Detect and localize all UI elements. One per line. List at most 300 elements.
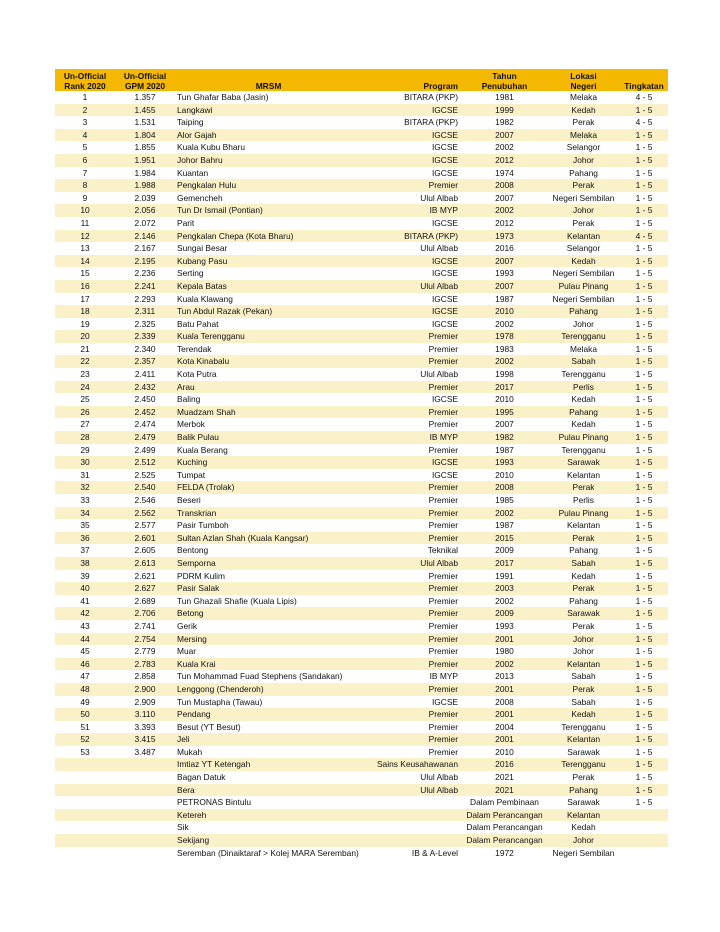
- table-row: [55, 645, 668, 658]
- header-lokasi-line2: Negeri: [570, 80, 597, 91]
- tingkatan-cell: 1 - 5: [620, 469, 668, 482]
- rank-cell: [55, 821, 115, 834]
- rank-cell: 8: [55, 179, 115, 192]
- tingkatan-cell: 1 - 5: [620, 192, 668, 205]
- tingkatan-cell: 1 - 5: [620, 532, 668, 545]
- negeri-cell: Sabah: [547, 355, 620, 368]
- program-cell: Ulul Albab: [362, 280, 462, 293]
- gpm-cell: 2.689: [115, 595, 175, 608]
- tingkatan-cell: [620, 809, 668, 822]
- tahun-cell: 1991: [462, 570, 547, 583]
- rank-cell: 12: [55, 230, 115, 243]
- rank-cell: 21: [55, 343, 115, 356]
- mrsm-cell: Pasir Salak: [175, 582, 362, 595]
- tahun-cell: 2016: [462, 242, 547, 255]
- gpm-cell: 2.056: [115, 204, 175, 217]
- gpm-cell: 1.357: [115, 91, 175, 104]
- rank-cell: 41: [55, 595, 115, 608]
- rank-cell: 2: [55, 104, 115, 117]
- negeri-cell: Perlis: [547, 494, 620, 507]
- mrsm-cell: Beseri: [175, 494, 362, 507]
- table-row: [55, 141, 668, 154]
- header-gpm-line2: GPM 2020: [124, 80, 166, 91]
- negeri-cell: Selangor: [547, 242, 620, 255]
- mrsm-cell: Batu Pahat: [175, 318, 362, 331]
- mrsm-cell: Pengkalan Hulu: [175, 179, 362, 192]
- tahun-cell: 1995: [462, 406, 547, 419]
- gpm-cell: 2.039: [115, 192, 175, 205]
- table-row: [55, 456, 668, 469]
- mrsm-cell: PETRONAS Bintulu: [175, 796, 362, 809]
- header-tahun: [462, 69, 547, 91]
- tahun-cell: 2012: [462, 217, 547, 230]
- tahun-cell: 2017: [462, 381, 547, 394]
- table-row: [55, 809, 668, 822]
- table-row: [55, 293, 668, 306]
- program-cell: Sains Keusahawanan: [362, 758, 462, 771]
- tahun-cell: 2002: [462, 141, 547, 154]
- tingkatan-cell: 1 - 5: [620, 242, 668, 255]
- table-row: [55, 91, 668, 104]
- tahun-cell: 2002: [462, 507, 547, 520]
- header-rank: [55, 69, 115, 91]
- mrsm-cell: Muadzam Shah: [175, 406, 362, 419]
- rank-cell: [55, 784, 115, 797]
- table-row: [55, 393, 668, 406]
- tahun-cell: 1982: [462, 116, 547, 129]
- mrsm-cell: Terendak: [175, 343, 362, 356]
- gpm-cell: 2.146: [115, 230, 175, 243]
- negeri-cell: Johor: [547, 204, 620, 217]
- rank-cell: 3: [55, 116, 115, 129]
- program-cell: Premier: [362, 733, 462, 746]
- negeri-cell: Perak: [547, 683, 620, 696]
- table-row: [55, 406, 668, 419]
- mrsm-cell: Bagan Datuk: [175, 771, 362, 784]
- table-row: [55, 330, 668, 343]
- negeri-cell: Sarawak: [547, 456, 620, 469]
- negeri-cell: Perak: [547, 582, 620, 595]
- rank-cell: 36: [55, 532, 115, 545]
- table-row: [55, 821, 668, 834]
- gpm-cell: 2.858: [115, 670, 175, 683]
- table-row: [55, 633, 668, 646]
- tingkatan-cell: 1 - 5: [620, 481, 668, 494]
- rank-cell: 40: [55, 582, 115, 595]
- tahun-cell: 2021: [462, 771, 547, 784]
- tahun-cell: 2001: [462, 708, 547, 721]
- mrsm-cell: Kuala Berang: [175, 444, 362, 457]
- tingkatan-cell: 1 - 5: [620, 406, 668, 419]
- mrsm-cell: Besut (YT Besut): [175, 721, 362, 734]
- program-cell: Premier: [362, 418, 462, 431]
- mrsm-cell: Gerik: [175, 620, 362, 633]
- table-row: [55, 620, 668, 633]
- tingkatan-cell: 1 - 5: [620, 557, 668, 570]
- negeri-cell: Johor: [547, 645, 620, 658]
- gpm-cell: 2.411: [115, 368, 175, 381]
- program-cell: IGCSE: [362, 293, 462, 306]
- gpm-cell: 2.432: [115, 381, 175, 394]
- mrsm-cell: Kuching: [175, 456, 362, 469]
- table-row: [55, 242, 668, 255]
- program-cell: Premier: [362, 507, 462, 520]
- tingkatan-cell: 1 - 5: [620, 746, 668, 759]
- mrsm-cell: PDRM Kulim: [175, 570, 362, 583]
- negeri-cell: Selangor: [547, 141, 620, 154]
- header-program: [362, 69, 462, 91]
- tahun-cell: 2009: [462, 544, 547, 557]
- gpm-cell: 2.605: [115, 544, 175, 557]
- gpm-cell: 2.525: [115, 469, 175, 482]
- mrsm-cell: Merbok: [175, 418, 362, 431]
- negeri-cell: Kedah: [547, 255, 620, 268]
- gpm-cell: 2.546: [115, 494, 175, 507]
- table-row: [55, 494, 668, 507]
- tingkatan-cell: 1 - 5: [620, 721, 668, 734]
- program-cell: BITARA (PKP): [362, 91, 462, 104]
- table-row: [55, 154, 668, 167]
- table-row: [55, 318, 668, 331]
- gpm-cell: 1.988: [115, 179, 175, 192]
- gpm-cell: 2.540: [115, 481, 175, 494]
- rank-cell: 16: [55, 280, 115, 293]
- rank-cell: 7: [55, 167, 115, 180]
- table-row: [55, 230, 668, 243]
- mrsm-cell: Lenggong (Chenderoh): [175, 683, 362, 696]
- table-row: [55, 305, 668, 318]
- rank-cell: 25: [55, 393, 115, 406]
- tingkatan-cell: 1 - 5: [620, 607, 668, 620]
- negeri-cell: Perlis: [547, 381, 620, 394]
- header-row: [55, 69, 668, 91]
- mrsm-ranking-table: [55, 69, 668, 859]
- tahun-cell: 2002: [462, 595, 547, 608]
- gpm-cell: 2.479: [115, 431, 175, 444]
- mrsm-cell: Kubang Pasu: [175, 255, 362, 268]
- tingkatan-cell: 1 - 5: [620, 582, 668, 595]
- negeri-cell: Kelantan: [547, 658, 620, 671]
- rank-cell: 28: [55, 431, 115, 444]
- tingkatan-cell: 1 - 5: [620, 620, 668, 633]
- tahun-cell: 2013: [462, 670, 547, 683]
- gpm-cell: [115, 796, 175, 809]
- rank-cell: 18: [55, 305, 115, 318]
- tingkatan-cell: 1 - 5: [620, 293, 668, 306]
- mrsm-cell: Sultan Azlan Shah (Kuala Kangsar): [175, 532, 362, 545]
- tingkatan-cell: 1 - 5: [620, 696, 668, 709]
- header-lokasi: [547, 69, 620, 91]
- rank-cell: 20: [55, 330, 115, 343]
- table-row: [55, 532, 668, 545]
- mrsm-cell: Balik Pulau: [175, 431, 362, 444]
- table-row: [55, 784, 668, 797]
- mrsm-cell: Betong: [175, 607, 362, 620]
- program-cell: Ulul Albab: [362, 557, 462, 570]
- tingkatan-cell: 1 - 5: [620, 368, 668, 381]
- table-row: [55, 469, 668, 482]
- gpm-cell: 3.110: [115, 708, 175, 721]
- mrsm-cell: Jeli: [175, 733, 362, 746]
- gpm-cell: 2.601: [115, 532, 175, 545]
- gpm-cell: [115, 771, 175, 784]
- gpm-cell: 2.621: [115, 570, 175, 583]
- rank-cell: 51: [55, 721, 115, 734]
- mrsm-cell: Kuala Klawang: [175, 293, 362, 306]
- rank-cell: 5: [55, 141, 115, 154]
- rank-cell: 50: [55, 708, 115, 721]
- gpm-cell: 2.340: [115, 343, 175, 356]
- mrsm-cell: Langkawi: [175, 104, 362, 117]
- program-cell: Premier: [362, 595, 462, 608]
- program-cell: Premier: [362, 607, 462, 620]
- program-cell: BITARA (PKP): [362, 116, 462, 129]
- tahun-cell: 2007: [462, 280, 547, 293]
- mrsm-cell: Pendang: [175, 708, 362, 721]
- rank-cell: 22: [55, 355, 115, 368]
- table-row: [55, 696, 668, 709]
- negeri-cell: Sarawak: [547, 746, 620, 759]
- tingkatan-cell: 1 - 5: [620, 683, 668, 696]
- mrsm-cell: Imtiaz YT Ketengah: [175, 758, 362, 771]
- tahun-cell: 2010: [462, 305, 547, 318]
- table-row: [55, 708, 668, 721]
- negeri-cell: Johor: [547, 633, 620, 646]
- program-cell: [362, 834, 462, 847]
- header-rank-line2: Rank 2020: [64, 80, 106, 91]
- tahun-cell: 2008: [462, 481, 547, 494]
- negeri-cell: Kedah: [547, 821, 620, 834]
- tahun-cell: Dalam Perancangan: [462, 834, 547, 847]
- mrsm-cell: Kuantan: [175, 167, 362, 180]
- gpm-cell: [115, 821, 175, 834]
- gpm-cell: 2.293: [115, 293, 175, 306]
- tingkatan-cell: 1 - 5: [620, 141, 668, 154]
- program-cell: IGCSE: [362, 104, 462, 117]
- negeri-cell: Pulau Pinang: [547, 280, 620, 293]
- rank-cell: 48: [55, 683, 115, 696]
- table-row: [55, 204, 668, 217]
- program-cell: Ulul Albab: [362, 242, 462, 255]
- program-cell: IGCSE: [362, 154, 462, 167]
- rank-cell: 31: [55, 469, 115, 482]
- tahun-cell: Dalam Perancangan: [462, 821, 547, 834]
- tingkatan-cell: 1 - 5: [620, 733, 668, 746]
- gpm-cell: 1.804: [115, 129, 175, 142]
- gpm-cell: 2.783: [115, 658, 175, 671]
- negeri-cell: Kedah: [547, 393, 620, 406]
- program-cell: [362, 796, 462, 809]
- tahun-cell: 1985: [462, 494, 547, 507]
- tahun-cell: 2007: [462, 192, 547, 205]
- negeri-cell: Pahang: [547, 406, 620, 419]
- rank-cell: [55, 796, 115, 809]
- rank-cell: 38: [55, 557, 115, 570]
- mrsm-cell: Tun Dr Ismail (Pontian): [175, 204, 362, 217]
- table-row: [55, 431, 668, 444]
- tahun-cell: 2001: [462, 683, 547, 696]
- table-row: [55, 381, 668, 394]
- gpm-cell: 2.900: [115, 683, 175, 696]
- rank-cell: 23: [55, 368, 115, 381]
- negeri-cell: Johor: [547, 154, 620, 167]
- negeri-cell: Perak: [547, 771, 620, 784]
- tahun-cell: Dalam Perancangan: [462, 809, 547, 822]
- negeri-cell: Perak: [547, 217, 620, 230]
- negeri-cell: Negeri Sembilan: [547, 293, 620, 306]
- mrsm-cell: Kuala Kubu Bharu: [175, 141, 362, 154]
- program-cell: IB MYP: [362, 670, 462, 683]
- tahun-cell: 1993: [462, 456, 547, 469]
- program-cell: Premier: [362, 532, 462, 545]
- negeri-cell: Kedah: [547, 570, 620, 583]
- gpm-cell: 2.311: [115, 305, 175, 318]
- negeri-cell: Pahang: [547, 305, 620, 318]
- tahun-cell: 2012: [462, 154, 547, 167]
- tingkatan-cell: 1 - 5: [620, 494, 668, 507]
- negeri-cell: Pulau Pinang: [547, 507, 620, 520]
- gpm-cell: 2.562: [115, 507, 175, 520]
- table-row: [55, 255, 668, 268]
- program-cell: Premier: [362, 645, 462, 658]
- negeri-cell: Kelantan: [547, 809, 620, 822]
- gpm-cell: [115, 784, 175, 797]
- negeri-cell: Kelantan: [547, 230, 620, 243]
- header-gpm-line1: Un-Official: [123, 71, 167, 81]
- rank-cell: [55, 847, 115, 860]
- tahun-cell: 1978: [462, 330, 547, 343]
- rank-cell: 9: [55, 192, 115, 205]
- gpm-cell: 2.339: [115, 330, 175, 343]
- mrsm-cell: FELDA (Trolak): [175, 481, 362, 494]
- gpm-cell: 2.474: [115, 418, 175, 431]
- rank-cell: 10: [55, 204, 115, 217]
- header-tingkatan: [620, 69, 668, 91]
- negeri-cell: Perak: [547, 532, 620, 545]
- header-tahun-line2: Penubuhan: [481, 80, 528, 91]
- tahun-cell: 2002: [462, 204, 547, 217]
- negeri-cell: Perak: [547, 481, 620, 494]
- table-row: [55, 192, 668, 205]
- tahun-cell: 2010: [462, 393, 547, 406]
- tahun-cell: 2004: [462, 721, 547, 734]
- mrsm-cell: Sungai Besar: [175, 242, 362, 255]
- rank-cell: 24: [55, 381, 115, 394]
- negeri-cell: Pulau Pinang: [547, 431, 620, 444]
- mrsm-cell: Taiping: [175, 116, 362, 129]
- gpm-cell: 2.325: [115, 318, 175, 331]
- tahun-cell: 1982: [462, 431, 547, 444]
- rank-cell: 1: [55, 91, 115, 104]
- program-cell: Premier: [362, 406, 462, 419]
- tahun-cell: 1998: [462, 368, 547, 381]
- table-row: [55, 847, 668, 860]
- tahun-cell: 1972: [462, 847, 547, 860]
- gpm-cell: 2.450: [115, 393, 175, 406]
- gpm-cell: 2.167: [115, 242, 175, 255]
- tahun-cell: 1983: [462, 343, 547, 356]
- gpm-cell: 2.512: [115, 456, 175, 469]
- gpm-cell: 1.951: [115, 154, 175, 167]
- tahun-cell: 1981: [462, 91, 547, 104]
- tingkatan-cell: 1 - 5: [620, 355, 668, 368]
- negeri-cell: Melaka: [547, 91, 620, 104]
- tahun-cell: 1993: [462, 267, 547, 280]
- program-cell: Premier: [362, 708, 462, 721]
- tahun-cell: 1987: [462, 293, 547, 306]
- header-lokasi-line1: Lokasi: [570, 71, 597, 81]
- program-cell: [362, 821, 462, 834]
- program-cell: Premier: [362, 721, 462, 734]
- tingkatan-cell: 1 - 5: [620, 570, 668, 583]
- negeri-cell: Pahang: [547, 784, 620, 797]
- table-row: [55, 670, 668, 683]
- tahun-cell: 2007: [462, 255, 547, 268]
- program-cell: IGCSE: [362, 456, 462, 469]
- table-row: [55, 557, 668, 570]
- mrsm-cell: Tumpat: [175, 469, 362, 482]
- tingkatan-cell: 1 - 5: [620, 645, 668, 658]
- negeri-cell: Terengganu: [547, 758, 620, 771]
- program-cell: Premier: [362, 620, 462, 633]
- gpm-cell: 2.357: [115, 355, 175, 368]
- table-row: [55, 129, 668, 142]
- gpm-cell: 2.577: [115, 519, 175, 532]
- program-cell: Premier: [362, 381, 462, 394]
- table-row: [55, 444, 668, 457]
- negeri-cell: Pahang: [547, 595, 620, 608]
- program-cell: Premier: [362, 481, 462, 494]
- table-row: [55, 481, 668, 494]
- rank-cell: 44: [55, 633, 115, 646]
- tahun-cell: 1993: [462, 620, 547, 633]
- table-row: [55, 607, 668, 620]
- program-cell: Premier: [362, 330, 462, 343]
- table-row: [55, 280, 668, 293]
- mrsm-cell: Kepala Batas: [175, 280, 362, 293]
- tahun-cell: 2001: [462, 633, 547, 646]
- table-row: [55, 746, 668, 759]
- program-cell: Premier: [362, 444, 462, 457]
- mrsm-cell: Mukah: [175, 746, 362, 759]
- program-cell: BITARA (PKP): [362, 230, 462, 243]
- tingkatan-cell: [620, 834, 668, 847]
- gpm-cell: [115, 847, 175, 860]
- gpm-cell: 2.706: [115, 607, 175, 620]
- rank-cell: 27: [55, 418, 115, 431]
- program-cell: Ulul Albab: [362, 771, 462, 784]
- program-cell: Ulul Albab: [362, 784, 462, 797]
- mrsm-cell: Kota Putra: [175, 368, 362, 381]
- gpm-cell: 2.195: [115, 255, 175, 268]
- tingkatan-cell: 1 - 5: [620, 544, 668, 557]
- program-cell: Ulul Albab: [362, 368, 462, 381]
- mrsm-cell: Tun Mustapha (Tawau): [175, 696, 362, 709]
- tingkatan-cell: 1 - 5: [620, 280, 668, 293]
- gpm-cell: 2.072: [115, 217, 175, 230]
- negeri-cell: Kedah: [547, 418, 620, 431]
- table-row: [55, 355, 668, 368]
- table-row: [55, 116, 668, 129]
- tingkatan-cell: 1 - 5: [620, 204, 668, 217]
- program-cell: Premier: [362, 570, 462, 583]
- program-cell: IGCSE: [362, 129, 462, 142]
- program-cell: IGCSE: [362, 167, 462, 180]
- gpm-cell: [115, 758, 175, 771]
- table-row: [55, 658, 668, 671]
- tingkatan-cell: 1 - 5: [620, 519, 668, 532]
- mrsm-cell: Serting: [175, 267, 362, 280]
